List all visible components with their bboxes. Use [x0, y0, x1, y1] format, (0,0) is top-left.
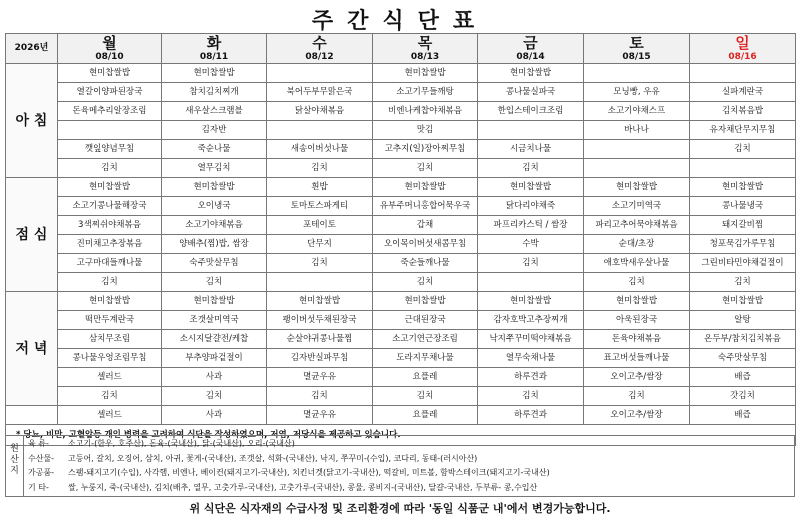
menu-cell — [584, 64, 690, 83]
menu-cell: 감자호박고추장찌개 — [478, 311, 584, 330]
menu-cell: 김치 — [267, 387, 373, 406]
origin-text: 소고기-(한우, 호주산), 돈육-(국내산), 닭-(국내산), 오리-(국내산) — [68, 439, 295, 448]
menu-cell: 배즙 — [690, 368, 796, 387]
day-name: 일 — [735, 34, 750, 52]
day-header-row — [6, 34, 796, 64]
origin-line — [28, 466, 550, 481]
menu-cell: 닭살야채볶음 — [267, 102, 373, 121]
extra-row-blank — [6, 406, 58, 425]
menu-cell: 현미찹쌀밥 — [584, 178, 690, 197]
menu-cell: 요플레 — [373, 406, 478, 425]
menu-row — [6, 159, 796, 178]
menu-cell: 셀러드 — [58, 368, 162, 387]
menu-cell — [690, 159, 796, 178]
menu-cell: 순살야귀콩나물찜 — [267, 330, 373, 349]
menu-cell — [267, 273, 373, 292]
origin-line — [28, 481, 550, 496]
meal-label: 저 녁 — [6, 292, 58, 406]
menu-cell: 도라지무채나물 — [373, 349, 478, 368]
menu-row — [6, 368, 796, 387]
menu-cell: 오이목이버섯새콤무침 — [373, 235, 478, 254]
menu-cell: 알탕 — [690, 311, 796, 330]
menu-cell: 새우살스크램블 — [162, 102, 267, 121]
menu-row — [6, 235, 796, 254]
menu-row — [6, 349, 796, 368]
menu-cell: 김치 — [58, 387, 162, 406]
menu-cell: 열무숙채나물 — [478, 349, 584, 368]
day-name: 목 — [417, 34, 433, 52]
menu-cell: 포테이토 — [267, 216, 373, 235]
menu-cell: 시금치나물 — [478, 140, 584, 159]
menu-cell: 유자채단무지무침 — [690, 121, 796, 140]
menu-cell: 닭다리야채죽 — [478, 197, 584, 216]
menu-cell — [267, 64, 373, 83]
menu-cell: 소고기콩나물해장국 — [58, 197, 162, 216]
menu-cell: 현미찹쌀밥 — [373, 292, 478, 311]
menu-cell: 멸균우유 — [267, 406, 373, 425]
menu-cell: 김치 — [267, 254, 373, 273]
menu-cell: 김치 — [373, 159, 478, 178]
menu-cell: 김치 — [58, 159, 162, 178]
day-header — [58, 34, 162, 64]
menu-cell: 한입스테이크조림 — [478, 102, 584, 121]
menu-cell: 오이냉국 — [162, 197, 267, 216]
menu-cell: 깻잎양념무침 — [58, 140, 162, 159]
menu-cell: 수박 — [478, 235, 584, 254]
menu-cell: 그린비타민야채겉절이 — [690, 254, 796, 273]
menu-cell: 삼치무조림 — [58, 330, 162, 349]
menu-cell: 비엔나케찹야채볶음 — [373, 102, 478, 121]
menu-cell: 현미찹쌀밥 — [584, 292, 690, 311]
day-date: 08/12 — [305, 52, 334, 62]
day-header — [373, 34, 478, 64]
menu-row — [6, 83, 796, 102]
menu-cell: 김치 — [162, 387, 267, 406]
menu-cell: 김치 — [690, 273, 796, 292]
menu-cell: 김치 — [690, 140, 796, 159]
menu-cell: 현미찹쌀밥 — [478, 178, 584, 197]
menu-cell: 오이고추/쌈장 — [584, 368, 690, 387]
menu-cell: 김치 — [478, 387, 584, 406]
menu-cell: 참치김치찌개 — [162, 83, 267, 102]
menu-cell: 소고기연근장조림 — [373, 330, 478, 349]
meal-label: 점 심 — [6, 178, 58, 292]
menu-cell: 김치 — [267, 159, 373, 178]
origin-category: 육 류- — [28, 439, 49, 448]
origin-text: 고등어, 갈치, 오징어, 삼치, 아귀, 꽃게-(국내산), 조갯살, 석화-(국내산), 낙지, 쭈꾸미-(수입), 코다리, 동태-(러시아산) — [68, 453, 478, 463]
menu-cell: 멸균우유 — [267, 368, 373, 387]
menu-cell: 소고기야채스프 — [584, 102, 690, 121]
menu-cell: 죽순들깨나물 — [373, 254, 478, 273]
day-header — [690, 34, 796, 64]
menu-cell: 죽순나물 — [162, 140, 267, 159]
day-header — [584, 34, 690, 64]
menu-cell: 애호박새우살나물 — [584, 254, 690, 273]
menu-row — [6, 292, 796, 311]
menu-cell: 유부주머니홍합어묵우국 — [373, 197, 478, 216]
menu-row — [6, 273, 796, 292]
menu-cell: 북어두부무맑은국 — [267, 83, 373, 102]
menu-cell: 콩나물냉국 — [690, 197, 796, 216]
year-label: 2026년 — [6, 34, 58, 64]
menu-cell: 근대된장국 — [373, 311, 478, 330]
menu-row — [6, 121, 796, 140]
menu-cell: 요플레 — [373, 368, 478, 387]
origin-label: 원 산 지 — [6, 436, 24, 496]
menu-cell: 양배추(찜)밥, 쌈장 — [162, 235, 267, 254]
menu-cell: 현미찹쌀밥 — [478, 292, 584, 311]
day-name: 화 — [206, 34, 222, 52]
day-header — [267, 34, 373, 64]
diet-note: * 당뇨, 비만, 고혈압등 개인 병력을 고려하여 식단을 작성하였으며, 저염, 저당식을 제공하고 있습니다. — [6, 425, 796, 446]
menu-cell: 소시지달걀전/케찹 — [162, 330, 267, 349]
meal-label: 아 침 — [6, 64, 58, 178]
origin-section — [5, 435, 795, 497]
menu-cell: 고추지(일)장아찌무침 — [373, 140, 478, 159]
menu-cell: 단무지 — [267, 235, 373, 254]
menu-cell: 현미찹쌀밥 — [162, 292, 267, 311]
menu-cell: 현미찹쌀밥 — [58, 178, 162, 197]
origin-category: 기 타- — [28, 482, 49, 492]
menu-cell: 셀러드 — [58, 406, 162, 425]
page-title: 주간식단표 — [311, 9, 489, 34]
menu-cell: 소고기야채볶음 — [162, 216, 267, 235]
day-header — [478, 34, 584, 64]
menu-cell: 진미채고추장볶음 — [58, 235, 162, 254]
day-name: 금 — [523, 34, 538, 52]
menu-cell: 3색찌쉬야채볶음 — [58, 216, 162, 235]
extra-row — [6, 406, 796, 425]
menu-cell: 열갈이양파된장국 — [58, 83, 162, 102]
menu-cell: 새송이버섯나물 — [267, 140, 373, 159]
menu-cell: 김치 — [373, 273, 478, 292]
menu-cell: 사과 — [162, 368, 267, 387]
day-date: 08/16 — [728, 52, 757, 62]
day-date: 08/10 — [95, 52, 124, 62]
menu-row — [6, 140, 796, 159]
menu-cell: 토마토스파게티 — [267, 197, 373, 216]
menu-cell — [58, 121, 162, 140]
menu-cell: 돈육야채볶음 — [584, 330, 690, 349]
menu-cell — [478, 121, 584, 140]
menu-cell: 김치 — [478, 159, 584, 178]
day-date: 08/11 — [199, 52, 229, 62]
menu-cell: 현미찹쌀밥 — [162, 178, 267, 197]
origin-line — [28, 452, 550, 467]
menu-cell: 김치 — [373, 387, 478, 406]
menu-cell: 하루견과 — [478, 368, 584, 387]
menu-cell: 팽이버섯두채된장국 — [267, 311, 373, 330]
menu-cell: 배즙 — [690, 406, 796, 425]
menu-cell: 사과 — [162, 406, 267, 425]
menu-cell: 표고버섯들깨나물 — [584, 349, 690, 368]
origin-category: 수산물- — [28, 453, 55, 463]
menu-row — [6, 216, 796, 235]
menu-cell: 소고기무들깨탕 — [373, 83, 478, 102]
menu-row — [6, 102, 796, 121]
menu-cell: 고구마대들깨나물 — [58, 254, 162, 273]
menu-cell: 김치 — [478, 254, 584, 273]
menu-cell: 콩나물우엉조림무침 — [58, 349, 162, 368]
day-header — [162, 34, 267, 64]
day-name: 수 — [312, 34, 327, 52]
menu-row — [6, 387, 796, 406]
menu-cell: 현미찹쌀밥 — [373, 64, 478, 83]
menu-cell: 김치 — [58, 273, 162, 292]
menu-row — [6, 197, 796, 216]
menu-cell: 갑채 — [373, 216, 478, 235]
origin-text: 쌀, 누룽지, 죽-(국내산), 김치(배추, 열무, 고춧가루-국내산), 고춧가루-(국내산), 콩물, 콩비지-(국내산), 달걀-국내산, 두부류- 콩,수입산 — [68, 482, 538, 492]
footer-notice: 위 식단은 식자재의 수급사정 및 조리환경에 따라 '동일 식품군 내'에서 변경가능합니다. — [189, 502, 611, 515]
menu-cell: 바나나 — [584, 121, 690, 140]
menu-cell: 하루견과 — [478, 406, 584, 425]
menu-cell — [584, 140, 690, 159]
menu-cell: 김치 — [584, 273, 690, 292]
day-date: 08/15 — [622, 52, 651, 62]
menu-cell — [690, 64, 796, 83]
menu-cell: 열무김치 — [162, 159, 267, 178]
menu-cell: 김치볶음밥 — [690, 102, 796, 121]
menu-cell: 낙지쭈꾸미떡야채볶음 — [478, 330, 584, 349]
menu-cell — [584, 159, 690, 178]
menu-cell: 소고기미역국 — [584, 197, 690, 216]
menu-cell: 김치 — [584, 387, 690, 406]
menu-cell: 김치 — [162, 273, 267, 292]
menu-row — [6, 64, 796, 83]
menu-cell — [478, 273, 584, 292]
menu-row — [6, 330, 796, 349]
menu-table — [5, 33, 796, 446]
menu-cell: 파리고추어묵야채볶음 — [584, 216, 690, 235]
menu-cell: 콩나물실파국 — [478, 83, 584, 102]
menu-cell: 김자반 — [162, 121, 267, 140]
day-name: 월 — [102, 34, 117, 52]
menu-cell: 실파계란국 — [690, 83, 796, 102]
day-name: 토 — [629, 34, 644, 52]
origin-text: 스팸-돼지고기(수입), 사각햄, 비엔나, 베이컨(돼지고기-국내산), 치킨너겟(닭고기-국내산), 떡갈비, 미트볼, 함박스테이크(돼지고기-국내산) — [68, 468, 550, 477]
menu-cell: 오이고추/쌈장 — [584, 406, 690, 425]
menu-cell: 현미찹쌀밥 — [58, 292, 162, 311]
menu-cell: 흰밥 — [267, 178, 373, 197]
menu-cell: 떡만두계란국 — [58, 311, 162, 330]
menu-cell: 파프리카스틱 / 쌈장 — [478, 216, 584, 235]
menu-cell: 현미찹쌀밥 — [373, 178, 478, 197]
menu-cell: 돼지갈비찜 — [690, 216, 796, 235]
menu-cell — [267, 121, 373, 140]
menu-cell: 숙주맛살무침 — [690, 349, 796, 368]
menu-cell: 숙주맛살무침 — [162, 254, 267, 273]
menu-cell: 아욱된장국 — [584, 311, 690, 330]
menu-cell: 갓김치 — [690, 387, 796, 406]
menu-cell: 조갯살미역국 — [162, 311, 267, 330]
menu-cell: 현미찹쌀밥 — [690, 292, 796, 311]
menu-cell: 모닝빵, 우유 — [584, 83, 690, 102]
menu-row — [6, 254, 796, 273]
day-date: 08/14 — [516, 52, 545, 62]
menu-cell: 온두부/참치김치볶음 — [690, 330, 796, 349]
menu-cell: 돈육메추리알장조림 — [58, 102, 162, 121]
menu-cell: 현미찹쌀밥 — [267, 292, 373, 311]
menu-cell: 맛김 — [373, 121, 478, 140]
origin-lines — [28, 437, 550, 495]
menu-row — [6, 178, 796, 197]
menu-cell: 현미찹쌀밥 — [58, 64, 162, 83]
menu-row — [6, 311, 796, 330]
menu-cell: 현미찹쌀밥 — [478, 64, 584, 83]
menu-cell: 현미찹쌀밥 — [162, 64, 267, 83]
menu-cell: 순대/초장 — [584, 235, 690, 254]
origin-line — [28, 437, 550, 452]
origin-category: 가공품- — [28, 468, 55, 477]
menu-cell: 김자반실파무침 — [267, 349, 373, 368]
day-date: 08/13 — [410, 52, 440, 62]
menu-cell: 청포묵김가루무침 — [690, 235, 796, 254]
menu-cell: 부추양파겉절이 — [162, 349, 267, 368]
menu-cell: 현미찹쌀밥 — [690, 178, 796, 197]
